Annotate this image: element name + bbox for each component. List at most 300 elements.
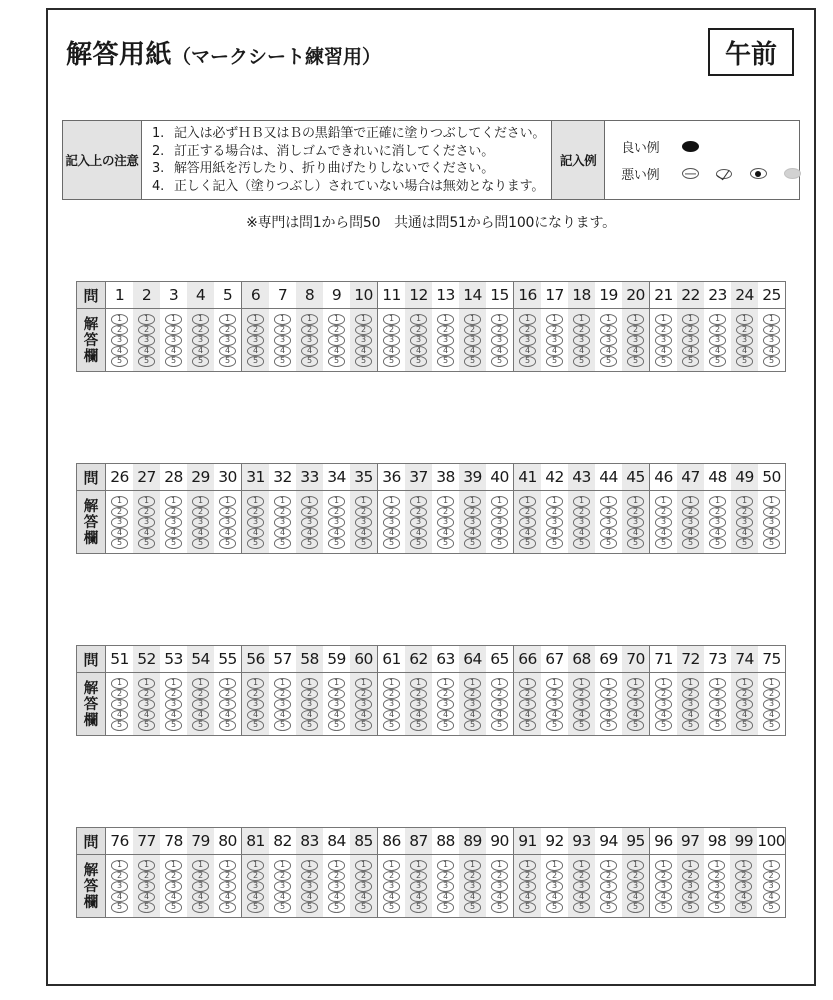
answer-bubble-q69-c4[interactable]: 4: [600, 710, 617, 721]
answer-bubble-q74-c1[interactable]: 1: [736, 678, 753, 689]
answer-bubble-q4-c1[interactable]: 1: [192, 314, 209, 325]
answer-bubble-q88-c2[interactable]: 2: [437, 871, 454, 882]
answer-bubble-q83-c3[interactable]: 3: [301, 881, 318, 892]
answer-bubble-q66-c3[interactable]: 3: [519, 699, 536, 710]
answer-bubble-q7-c2[interactable]: 2: [274, 325, 291, 336]
answer-bubble-q81-c3[interactable]: 3: [247, 881, 264, 892]
answer-bubble-q14-c1[interactable]: 1: [464, 314, 481, 325]
answer-bubble-q75-c1[interactable]: 1: [763, 678, 780, 689]
answer-bubble-q40-c2[interactable]: 2: [491, 507, 508, 518]
answer-bubble-q36-c5[interactable]: 5: [383, 538, 400, 549]
answer-bubble-q28-c3[interactable]: 3: [165, 517, 182, 528]
answer-bubble-q8-c4[interactable]: 4: [301, 346, 318, 357]
answer-bubble-q3-c2[interactable]: 2: [165, 325, 182, 336]
answer-bubble-q31-c1[interactable]: 1: [247, 496, 264, 507]
answer-bubble-q67-c4[interactable]: 4: [546, 710, 563, 721]
answer-bubble-q20-c1[interactable]: 1: [627, 314, 644, 325]
answer-bubble-q78-c2[interactable]: 2: [165, 871, 182, 882]
answer-bubble-q36-c4[interactable]: 4: [383, 528, 400, 539]
answer-bubble-q55-c2[interactable]: 2: [219, 689, 236, 700]
answer-bubble-q75-c4[interactable]: 4: [763, 710, 780, 721]
answer-bubble-q24-c4[interactable]: 4: [736, 346, 753, 357]
answer-bubble-q43-c2[interactable]: 2: [573, 507, 590, 518]
answer-bubble-q67-c5[interactable]: 5: [546, 720, 563, 731]
answer-bubble-q88-c5[interactable]: 5: [437, 902, 454, 913]
answer-bubble-q78-c4[interactable]: 4: [165, 892, 182, 903]
answer-bubble-q88-c1[interactable]: 1: [437, 860, 454, 871]
answer-bubble-q87-c3[interactable]: 3: [410, 881, 427, 892]
answer-bubble-q70-c3[interactable]: 3: [627, 699, 644, 710]
answer-bubble-q35-c3[interactable]: 3: [355, 517, 372, 528]
answer-bubble-q92-c4[interactable]: 4: [546, 892, 563, 903]
answer-bubble-q68-c3[interactable]: 3: [573, 699, 590, 710]
answer-bubble-q58-c3[interactable]: 3: [301, 699, 318, 710]
answer-bubble-q23-c4[interactable]: 4: [709, 346, 726, 357]
answer-bubble-q91-c2[interactable]: 2: [519, 871, 536, 882]
answer-bubble-q83-c1[interactable]: 1: [301, 860, 318, 871]
answer-bubble-q63-c5[interactable]: 5: [437, 720, 454, 731]
answer-bubble-q54-c1[interactable]: 1: [192, 678, 209, 689]
answer-bubble-q24-c5[interactable]: 5: [736, 356, 753, 367]
answer-bubble-q65-c2[interactable]: 2: [491, 689, 508, 700]
answer-bubble-q46-c5[interactable]: 5: [655, 538, 672, 549]
answer-bubble-q97-c2[interactable]: 2: [682, 871, 699, 882]
answer-bubble-q59-c4[interactable]: 4: [328, 710, 345, 721]
answer-bubble-q58-c5[interactable]: 5: [301, 720, 318, 731]
answer-bubble-q43-c1[interactable]: 1: [573, 496, 590, 507]
answer-bubble-q11-c2[interactable]: 2: [383, 325, 400, 336]
answer-bubble-q17-c3[interactable]: 3: [546, 335, 563, 346]
answer-bubble-q44-c4[interactable]: 4: [600, 528, 617, 539]
answer-bubble-q77-c4[interactable]: 4: [138, 892, 155, 903]
answer-bubble-q22-c4[interactable]: 4: [682, 346, 699, 357]
answer-bubble-q51-c1[interactable]: 1: [111, 678, 128, 689]
answer-bubble-q4-c5[interactable]: 5: [192, 356, 209, 367]
answer-bubble-q14-c4[interactable]: 4: [464, 346, 481, 357]
answer-bubble-q37-c1[interactable]: 1: [410, 496, 427, 507]
answer-bubble-q42-c5[interactable]: 5: [546, 538, 563, 549]
answer-bubble-q87-c5[interactable]: 5: [410, 902, 427, 913]
answer-bubble-q5-c2[interactable]: 2: [219, 325, 236, 336]
answer-bubble-q4-c4[interactable]: 4: [192, 346, 209, 357]
answer-bubble-q15-c4[interactable]: 4: [491, 346, 508, 357]
answer-bubble-q3-c4[interactable]: 4: [165, 346, 182, 357]
answer-bubble-q52-c3[interactable]: 3: [138, 699, 155, 710]
answer-bubble-q39-c5[interactable]: 5: [464, 538, 481, 549]
answer-bubble-q81-c5[interactable]: 5: [247, 902, 264, 913]
answer-bubble-q67-c3[interactable]: 3: [546, 699, 563, 710]
answer-bubble-q27-c2[interactable]: 2: [138, 507, 155, 518]
answer-bubble-q80-c1[interactable]: 1: [219, 860, 236, 871]
answer-bubble-q4-c3[interactable]: 3: [192, 335, 209, 346]
answer-bubble-q88-c3[interactable]: 3: [437, 881, 454, 892]
answer-bubble-q44-c3[interactable]: 3: [600, 517, 617, 528]
answer-bubble-q32-c1[interactable]: 1: [274, 496, 291, 507]
answer-bubble-q68-c2[interactable]: 2: [573, 689, 590, 700]
answer-bubble-q18-c2[interactable]: 2: [573, 325, 590, 336]
answer-bubble-q12-c5[interactable]: 5: [410, 356, 427, 367]
answer-bubble-q51-c4[interactable]: 4: [111, 710, 128, 721]
answer-bubble-q3-c3[interactable]: 3: [165, 335, 182, 346]
answer-bubble-q20-c5[interactable]: 5: [627, 356, 644, 367]
answer-bubble-q98-c4[interactable]: 4: [708, 892, 725, 903]
answer-bubble-q94-c5[interactable]: 5: [600, 902, 617, 913]
answer-bubble-q85-c3[interactable]: 3: [355, 881, 372, 892]
answer-bubble-q99-c5[interactable]: 5: [735, 902, 752, 913]
answer-bubble-q77-c1[interactable]: 1: [138, 860, 155, 871]
answer-bubble-q40-c5[interactable]: 5: [491, 538, 508, 549]
answer-bubble-q38-c4[interactable]: 4: [437, 528, 454, 539]
answer-bubble-q75-c3[interactable]: 3: [763, 699, 780, 710]
answer-bubble-q19-c5[interactable]: 5: [600, 356, 617, 367]
answer-bubble-q44-c2[interactable]: 2: [600, 507, 617, 518]
answer-bubble-q38-c1[interactable]: 1: [437, 496, 454, 507]
answer-bubble-q89-c1[interactable]: 1: [464, 860, 481, 871]
answer-bubble-q45-c1[interactable]: 1: [627, 496, 644, 507]
answer-bubble-q72-c4[interactable]: 4: [682, 710, 699, 721]
answer-bubble-q16-c5[interactable]: 5: [519, 356, 536, 367]
answer-bubble-q28-c4[interactable]: 4: [165, 528, 182, 539]
answer-bubble-q82-c1[interactable]: 1: [274, 860, 291, 871]
answer-bubble-q17-c2[interactable]: 2: [546, 325, 563, 336]
answer-bubble-q37-c3[interactable]: 3: [410, 517, 427, 528]
answer-bubble-q12-c3[interactable]: 3: [410, 335, 427, 346]
answer-bubble-q96-c3[interactable]: 3: [655, 881, 672, 892]
answer-bubble-q56-c5[interactable]: 5: [247, 720, 264, 731]
answer-bubble-q28-c5[interactable]: 5: [165, 538, 182, 549]
answer-bubble-q8-c1[interactable]: 1: [301, 314, 318, 325]
answer-bubble-q10-c4[interactable]: 4: [355, 346, 372, 357]
answer-bubble-q36-c3[interactable]: 3: [383, 517, 400, 528]
answer-bubble-q18-c5[interactable]: 5: [573, 356, 590, 367]
answer-bubble-q86-c2[interactable]: 2: [383, 871, 400, 882]
answer-bubble-q69-c5[interactable]: 5: [600, 720, 617, 731]
answer-bubble-q50-c3[interactable]: 3: [763, 517, 780, 528]
answer-bubble-q38-c3[interactable]: 3: [437, 517, 454, 528]
answer-bubble-q100-c5[interactable]: 5: [763, 902, 780, 913]
answer-bubble-q87-c2[interactable]: 2: [410, 871, 427, 882]
answer-bubble-q46-c3[interactable]: 3: [655, 517, 672, 528]
answer-bubble-q98-c2[interactable]: 2: [708, 871, 725, 882]
answer-bubble-q66-c4[interactable]: 4: [519, 710, 536, 721]
answer-bubble-q85-c2[interactable]: 2: [355, 871, 372, 882]
answer-bubble-q21-c2[interactable]: 2: [655, 325, 672, 336]
answer-bubble-q36-c2[interactable]: 2: [383, 507, 400, 518]
answer-bubble-q74-c3[interactable]: 3: [736, 699, 753, 710]
answer-bubble-q36-c1[interactable]: 1: [383, 496, 400, 507]
answer-bubble-q27-c3[interactable]: 3: [138, 517, 155, 528]
answer-bubble-q26-c5[interactable]: 5: [111, 538, 128, 549]
answer-bubble-q7-c1[interactable]: 1: [274, 314, 291, 325]
answer-bubble-q84-c3[interactable]: 3: [328, 881, 345, 892]
answer-bubble-q21-c3[interactable]: 3: [655, 335, 672, 346]
answer-bubble-q13-c4[interactable]: 4: [437, 346, 454, 357]
answer-bubble-q96-c4[interactable]: 4: [655, 892, 672, 903]
answer-bubble-q84-c2[interactable]: 2: [328, 871, 345, 882]
answer-bubble-q49-c3[interactable]: 3: [736, 517, 753, 528]
answer-bubble-q50-c1[interactable]: 1: [763, 496, 780, 507]
answer-bubble-q4-c2[interactable]: 2: [192, 325, 209, 336]
answer-bubble-q86-c4[interactable]: 4: [383, 892, 400, 903]
answer-bubble-q95-c5[interactable]: 5: [627, 902, 644, 913]
answer-bubble-q57-c2[interactable]: 2: [274, 689, 291, 700]
answer-bubble-q7-c3[interactable]: 3: [274, 335, 291, 346]
answer-bubble-q30-c4[interactable]: 4: [219, 528, 236, 539]
answer-bubble-q47-c3[interactable]: 3: [682, 517, 699, 528]
answer-bubble-q5-c4[interactable]: 4: [219, 346, 236, 357]
answer-bubble-q52-c5[interactable]: 5: [138, 720, 155, 731]
answer-bubble-q30-c2[interactable]: 2: [219, 507, 236, 518]
answer-bubble-q74-c4[interactable]: 4: [736, 710, 753, 721]
answer-bubble-q33-c5[interactable]: 5: [301, 538, 318, 549]
answer-bubble-q52-c1[interactable]: 1: [138, 678, 155, 689]
answer-bubble-q92-c1[interactable]: 1: [546, 860, 563, 871]
answer-bubble-q97-c1[interactable]: 1: [682, 860, 699, 871]
answer-bubble-q78-c5[interactable]: 5: [165, 902, 182, 913]
answer-bubble-q35-c2[interactable]: 2: [355, 507, 372, 518]
answer-bubble-q32-c2[interactable]: 2: [274, 507, 291, 518]
answer-bubble-q68-c5[interactable]: 5: [573, 720, 590, 731]
answer-bubble-q6-c3[interactable]: 3: [247, 335, 264, 346]
answer-bubble-q62-c4[interactable]: 4: [410, 710, 427, 721]
answer-bubble-q27-c4[interactable]: 4: [138, 528, 155, 539]
answer-bubble-q5-c3[interactable]: 3: [219, 335, 236, 346]
answer-bubble-q48-c3[interactable]: 3: [709, 517, 726, 528]
answer-bubble-q14-c5[interactable]: 5: [464, 356, 481, 367]
answer-bubble-q70-c5[interactable]: 5: [627, 720, 644, 731]
answer-bubble-q17-c1[interactable]: 1: [546, 314, 563, 325]
answer-bubble-q68-c4[interactable]: 4: [573, 710, 590, 721]
answer-bubble-q90-c2[interactable]: 2: [491, 871, 508, 882]
answer-bubble-q77-c3[interactable]: 3: [138, 881, 155, 892]
answer-bubble-q15-c1[interactable]: 1: [491, 314, 508, 325]
answer-bubble-q28-c1[interactable]: 1: [165, 496, 182, 507]
answer-bubble-q92-c2[interactable]: 2: [546, 871, 563, 882]
answer-bubble-q78-c1[interactable]: 1: [165, 860, 182, 871]
answer-bubble-q85-c1[interactable]: 1: [355, 860, 372, 871]
answer-bubble-q99-c4[interactable]: 4: [735, 892, 752, 903]
answer-bubble-q16-c2[interactable]: 2: [519, 325, 536, 336]
answer-bubble-q34-c5[interactable]: 5: [328, 538, 345, 549]
answer-bubble-q23-c2[interactable]: 2: [709, 325, 726, 336]
answer-bubble-q53-c5[interactable]: 5: [165, 720, 182, 731]
answer-bubble-q6-c2[interactable]: 2: [247, 325, 264, 336]
answer-bubble-q33-c2[interactable]: 2: [301, 507, 318, 518]
answer-bubble-q95-c3[interactable]: 3: [627, 881, 644, 892]
answer-bubble-q96-c1[interactable]: 1: [655, 860, 672, 871]
answer-bubble-q26-c3[interactable]: 3: [111, 517, 128, 528]
answer-bubble-q54-c2[interactable]: 2: [192, 689, 209, 700]
answer-bubble-q85-c5[interactable]: 5: [355, 902, 372, 913]
answer-bubble-q72-c1[interactable]: 1: [682, 678, 699, 689]
answer-bubble-q60-c1[interactable]: 1: [355, 678, 372, 689]
answer-bubble-q40-c4[interactable]: 4: [491, 528, 508, 539]
answer-bubble-q94-c2[interactable]: 2: [600, 871, 617, 882]
answer-bubble-q9-c4[interactable]: 4: [328, 346, 345, 357]
answer-bubble-q90-c4[interactable]: 4: [491, 892, 508, 903]
answer-bubble-q45-c4[interactable]: 4: [627, 528, 644, 539]
answer-bubble-q48-c1[interactable]: 1: [709, 496, 726, 507]
answer-bubble-q100-c3[interactable]: 3: [763, 881, 780, 892]
answer-bubble-q59-c2[interactable]: 2: [328, 689, 345, 700]
answer-bubble-q89-c5[interactable]: 5: [464, 902, 481, 913]
answer-bubble-q7-c4[interactable]: 4: [274, 346, 291, 357]
answer-bubble-q84-c5[interactable]: 5: [328, 902, 345, 913]
answer-bubble-q64-c2[interactable]: 2: [464, 689, 481, 700]
answer-bubble-q61-c1[interactable]: 1: [383, 678, 400, 689]
answer-bubble-q2-c4[interactable]: 4: [138, 346, 155, 357]
answer-bubble-q57-c1[interactable]: 1: [274, 678, 291, 689]
answer-bubble-q33-c4[interactable]: 4: [301, 528, 318, 539]
answer-bubble-q63-c2[interactable]: 2: [437, 689, 454, 700]
answer-bubble-q93-c5[interactable]: 5: [573, 902, 590, 913]
answer-bubble-q32-c3[interactable]: 3: [274, 517, 291, 528]
answer-bubble-q87-c1[interactable]: 1: [410, 860, 427, 871]
answer-bubble-q42-c3[interactable]: 3: [546, 517, 563, 528]
answer-bubble-q14-c2[interactable]: 2: [464, 325, 481, 336]
answer-bubble-q65-c3[interactable]: 3: [491, 699, 508, 710]
answer-bubble-q13-c5[interactable]: 5: [437, 356, 454, 367]
answer-bubble-q97-c5[interactable]: 5: [682, 902, 699, 913]
answer-bubble-q17-c5[interactable]: 5: [546, 356, 563, 367]
answer-bubble-q76-c1[interactable]: 1: [111, 860, 128, 871]
answer-bubble-q49-c1[interactable]: 1: [736, 496, 753, 507]
answer-bubble-q10-c1[interactable]: 1: [355, 314, 372, 325]
answer-bubble-q14-c3[interactable]: 3: [464, 335, 481, 346]
answer-bubble-q60-c2[interactable]: 2: [355, 689, 372, 700]
answer-bubble-q95-c2[interactable]: 2: [627, 871, 644, 882]
answer-bubble-q86-c3[interactable]: 3: [383, 881, 400, 892]
answer-bubble-q79-c5[interactable]: 5: [192, 902, 209, 913]
answer-bubble-q84-c4[interactable]: 4: [328, 892, 345, 903]
answer-bubble-q72-c2[interactable]: 2: [682, 689, 699, 700]
answer-bubble-q40-c3[interactable]: 3: [491, 517, 508, 528]
answer-bubble-q77-c5[interactable]: 5: [138, 902, 155, 913]
answer-bubble-q81-c1[interactable]: 1: [247, 860, 264, 871]
answer-bubble-q75-c2[interactable]: 2: [763, 689, 780, 700]
answer-bubble-q45-c2[interactable]: 2: [627, 507, 644, 518]
answer-bubble-q74-c2[interactable]: 2: [736, 689, 753, 700]
answer-bubble-q89-c2[interactable]: 2: [464, 871, 481, 882]
answer-bubble-q12-c4[interactable]: 4: [410, 346, 427, 357]
answer-bubble-q61-c3[interactable]: 3: [383, 699, 400, 710]
answer-bubble-q20-c3[interactable]: 3: [627, 335, 644, 346]
answer-bubble-q81-c4[interactable]: 4: [247, 892, 264, 903]
answer-bubble-q16-c1[interactable]: 1: [519, 314, 536, 325]
answer-bubble-q22-c1[interactable]: 1: [682, 314, 699, 325]
answer-bubble-q57-c3[interactable]: 3: [274, 699, 291, 710]
answer-bubble-q24-c3[interactable]: 3: [736, 335, 753, 346]
answer-bubble-q96-c2[interactable]: 2: [655, 871, 672, 882]
answer-bubble-q11-c3[interactable]: 3: [383, 335, 400, 346]
answer-bubble-q19-c4[interactable]: 4: [600, 346, 617, 357]
answer-bubble-q20-c2[interactable]: 2: [627, 325, 644, 336]
answer-bubble-q20-c4[interactable]: 4: [627, 346, 644, 357]
answer-bubble-q93-c4[interactable]: 4: [573, 892, 590, 903]
answer-bubble-q18-c1[interactable]: 1: [573, 314, 590, 325]
answer-bubble-q96-c5[interactable]: 5: [655, 902, 672, 913]
answer-bubble-q71-c5[interactable]: 5: [655, 720, 672, 731]
answer-bubble-q11-c4[interactable]: 4: [383, 346, 400, 357]
answer-bubble-q91-c3[interactable]: 3: [519, 881, 536, 892]
answer-bubble-q11-c5[interactable]: 5: [383, 356, 400, 367]
answer-bubble-q5-c1[interactable]: 1: [219, 314, 236, 325]
answer-bubble-q8-c5[interactable]: 5: [301, 356, 318, 367]
answer-bubble-q42-c4[interactable]: 4: [546, 528, 563, 539]
answer-bubble-q27-c1[interactable]: 1: [138, 496, 155, 507]
answer-bubble-q65-c1[interactable]: 1: [491, 678, 508, 689]
answer-bubble-q57-c5[interactable]: 5: [274, 720, 291, 731]
answer-bubble-q16-c3[interactable]: 3: [519, 335, 536, 346]
answer-bubble-q28-c2[interactable]: 2: [165, 507, 182, 518]
answer-bubble-q33-c1[interactable]: 1: [301, 496, 318, 507]
answer-bubble-q50-c5[interactable]: 5: [763, 538, 780, 549]
answer-bubble-q2-c2[interactable]: 2: [138, 325, 155, 336]
answer-bubble-q53-c1[interactable]: 1: [165, 678, 182, 689]
answer-bubble-q47-c4[interactable]: 4: [682, 528, 699, 539]
answer-bubble-q41-c3[interactable]: 3: [519, 517, 536, 528]
answer-bubble-q65-c4[interactable]: 4: [491, 710, 508, 721]
answer-bubble-q18-c4[interactable]: 4: [573, 346, 590, 357]
answer-bubble-q34-c3[interactable]: 3: [328, 517, 345, 528]
answer-bubble-q61-c2[interactable]: 2: [383, 689, 400, 700]
answer-bubble-q83-c2[interactable]: 2: [301, 871, 318, 882]
answer-bubble-q77-c2[interactable]: 2: [138, 871, 155, 882]
answer-bubble-q98-c5[interactable]: 5: [708, 902, 725, 913]
answer-bubble-q80-c3[interactable]: 3: [219, 881, 236, 892]
answer-bubble-q95-c4[interactable]: 4: [627, 892, 644, 903]
answer-bubble-q34-c4[interactable]: 4: [328, 528, 345, 539]
answer-bubble-q13-c2[interactable]: 2: [437, 325, 454, 336]
answer-bubble-q53-c2[interactable]: 2: [165, 689, 182, 700]
answer-bubble-q44-c5[interactable]: 5: [600, 538, 617, 549]
answer-bubble-q63-c3[interactable]: 3: [437, 699, 454, 710]
answer-bubble-q29-c4[interactable]: 4: [192, 528, 209, 539]
answer-bubble-q31-c4[interactable]: 4: [247, 528, 264, 539]
answer-bubble-q71-c2[interactable]: 2: [655, 689, 672, 700]
answer-bubble-q98-c1[interactable]: 1: [708, 860, 725, 871]
answer-bubble-q25-c3[interactable]: 3: [763, 335, 780, 346]
answer-bubble-q10-c2[interactable]: 2: [355, 325, 372, 336]
answer-bubble-q23-c3[interactable]: 3: [709, 335, 726, 346]
answer-bubble-q2-c3[interactable]: 3: [138, 335, 155, 346]
answer-bubble-q67-c2[interactable]: 2: [546, 689, 563, 700]
answer-bubble-q19-c1[interactable]: 1: [600, 314, 617, 325]
answer-bubble-q18-c3[interactable]: 3: [573, 335, 590, 346]
answer-bubble-q47-c5[interactable]: 5: [682, 538, 699, 549]
answer-bubble-q7-c5[interactable]: 5: [274, 356, 291, 367]
answer-bubble-q53-c3[interactable]: 3: [165, 699, 182, 710]
answer-bubble-q15-c2[interactable]: 2: [491, 325, 508, 336]
answer-bubble-q79-c4[interactable]: 4: [192, 892, 209, 903]
answer-bubble-q34-c1[interactable]: 1: [328, 496, 345, 507]
answer-bubble-q39-c1[interactable]: 1: [464, 496, 481, 507]
answer-bubble-q24-c1[interactable]: 1: [736, 314, 753, 325]
answer-bubble-q68-c1[interactable]: 1: [573, 678, 590, 689]
answer-bubble-q61-c4[interactable]: 4: [383, 710, 400, 721]
answer-bubble-q48-c5[interactable]: 5: [709, 538, 726, 549]
answer-bubble-q86-c5[interactable]: 5: [383, 902, 400, 913]
answer-bubble-q8-c2[interactable]: 2: [301, 325, 318, 336]
answer-bubble-q38-c2[interactable]: 2: [437, 507, 454, 518]
answer-bubble-q15-c3[interactable]: 3: [491, 335, 508, 346]
answer-bubble-q71-c3[interactable]: 3: [655, 699, 672, 710]
answer-bubble-q93-c1[interactable]: 1: [573, 860, 590, 871]
answer-bubble-q21-c5[interactable]: 5: [655, 356, 672, 367]
answer-bubble-q43-c3[interactable]: 3: [573, 517, 590, 528]
answer-bubble-q32-c5[interactable]: 5: [274, 538, 291, 549]
answer-bubble-q56-c4[interactable]: 4: [247, 710, 264, 721]
